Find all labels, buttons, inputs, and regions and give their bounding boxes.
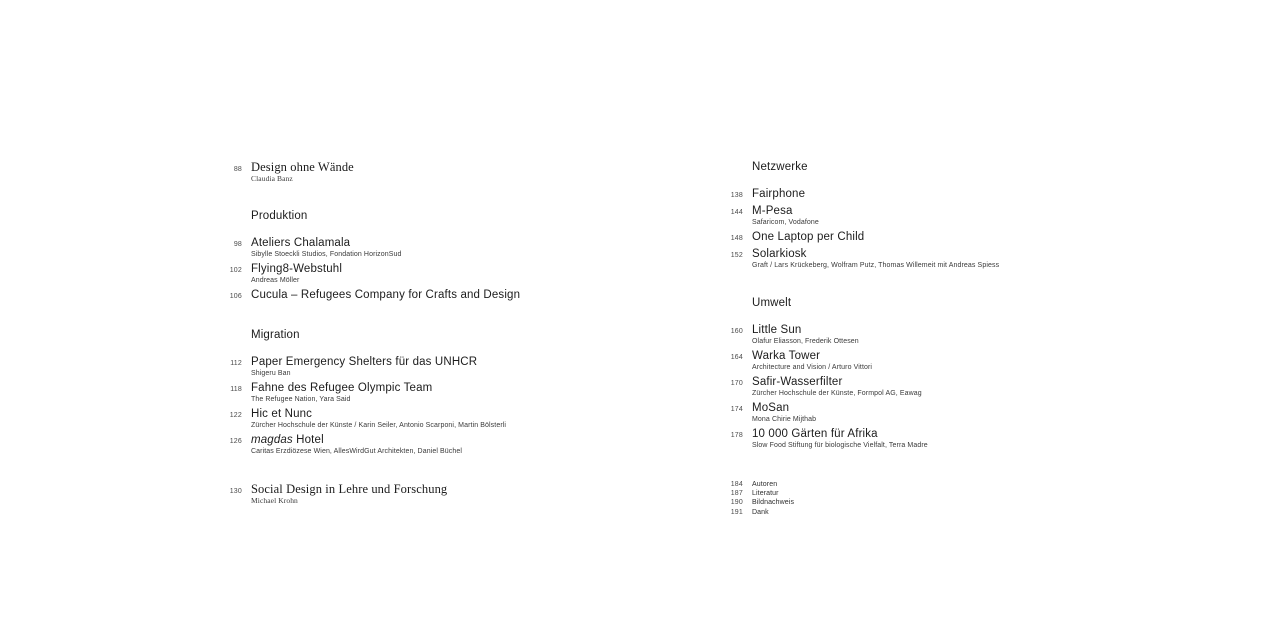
entry-title: Little Sun bbox=[752, 324, 802, 336]
entry-title: Solarkiosk bbox=[752, 248, 807, 260]
page-number: 187 bbox=[730, 490, 743, 498]
entry-title: Fairphone bbox=[752, 188, 806, 200]
page-number: 138 bbox=[730, 192, 743, 199]
toc-entry-mosan bbox=[730, 402, 1170, 424]
toc-entry-m-pesa bbox=[730, 205, 1170, 227]
toc-entry-warka-tower bbox=[730, 350, 1170, 372]
page-number: 191 bbox=[730, 508, 743, 516]
page-number: 148 bbox=[730, 235, 743, 242]
backmatter-row-literatur bbox=[730, 489, 1170, 498]
toc-entry-fairphone bbox=[730, 188, 1170, 201]
toc-entry-paper-emergency-shelters bbox=[229, 356, 669, 378]
entry-subtitle: Safaricom, Vodafone bbox=[752, 219, 819, 226]
entry-title bbox=[251, 434, 669, 447]
section-heading-produktion: Produktion bbox=[251, 210, 308, 222]
entry-subtitle: Zürcher Hochschule der Künste, Formpol AG, Eawag bbox=[752, 390, 922, 397]
entry-title: M-Pesa bbox=[752, 205, 793, 217]
page-number: 164 bbox=[730, 354, 743, 361]
toc-entry-solarkiosk bbox=[730, 248, 1170, 270]
backmatter-label: Literatur bbox=[752, 490, 779, 498]
page-number: 178 bbox=[730, 432, 743, 439]
entry-title-rest: Hotel bbox=[292, 434, 324, 446]
page-number: 130 bbox=[229, 488, 242, 495]
page-number: 190 bbox=[730, 499, 743, 507]
entry-subtitle: Olafur Eliasson, Frederik Ottesen bbox=[752, 338, 859, 345]
entry-title: Paper Emergency Shelters für das UNHCR bbox=[251, 356, 478, 368]
entry-title-italic: magdas bbox=[251, 434, 293, 446]
backmatter-row-dank bbox=[730, 508, 1170, 517]
toc-entry-fahne-refugee-olympic-team bbox=[229, 382, 669, 404]
backmatter-row-autoren bbox=[730, 480, 1170, 489]
entry-title: Flying8-Webstuhl bbox=[251, 263, 343, 275]
entry-title: Cucula – Refugees Company for Crafts and Design bbox=[251, 289, 521, 301]
toc-left-column bbox=[229, 161, 669, 509]
entry-title: Ateliers Chalamala bbox=[251, 237, 351, 249]
backmatter-label: Autoren bbox=[752, 481, 778, 488]
toc-entry-10000-gaerten-fuer-afrika bbox=[730, 428, 1170, 450]
page-number: 144 bbox=[730, 209, 743, 216]
toc-entry-social-design-lehre-forschung bbox=[229, 483, 669, 505]
entry-subtitle: Zürcher Hochschule der Künste / Karin Seiler, Antonio Scarponi, Martin Bölsterli bbox=[251, 422, 507, 429]
section-heading-netzwerke: Netzwerke bbox=[752, 161, 808, 173]
toc-right-column bbox=[730, 161, 1170, 517]
entry-title: Design ohne Wände bbox=[251, 160, 354, 174]
entry-subtitle: Slow Food Stiftung für biologische Vielfalt, Terra Madre bbox=[752, 442, 928, 449]
entry-title: Warka Tower bbox=[752, 350, 821, 362]
toc-entry-magdas-hotel bbox=[229, 434, 669, 456]
backmatter-list bbox=[730, 480, 1170, 517]
toc-entry-design-ohne-waende bbox=[229, 161, 669, 183]
toc-entry-cucula bbox=[229, 289, 669, 302]
page-number: 152 bbox=[730, 252, 743, 259]
entry-subtitle: Mona Chirie Mijthab bbox=[752, 416, 817, 423]
page-number: 170 bbox=[730, 380, 743, 387]
page-number: 126 bbox=[229, 438, 242, 445]
backmatter-label: Dank bbox=[752, 508, 769, 516]
page-number: 160 bbox=[730, 328, 743, 335]
page-number: 98 bbox=[233, 241, 242, 248]
page-number: 122 bbox=[229, 412, 242, 419]
entry-subtitle: Michael Krohn bbox=[251, 496, 298, 505]
entry-subtitle: Shigeru Ban bbox=[251, 370, 291, 377]
entry-title: MoSan bbox=[752, 402, 790, 414]
toc-entry-safir-wasserfilter bbox=[730, 376, 1170, 398]
backmatter-label: Bildnachweis bbox=[752, 499, 795, 507]
entry-title: Fahne des Refugee Olympic Team bbox=[251, 382, 433, 394]
toc-entry-little-sun bbox=[730, 324, 1170, 346]
page-number: 88 bbox=[233, 166, 242, 173]
toc-entry-one-laptop-per-child bbox=[730, 231, 1170, 244]
page-number: 102 bbox=[229, 267, 242, 274]
backmatter-row-bildnachweis bbox=[730, 498, 1170, 507]
entry-subtitle: Claudia Banz bbox=[251, 174, 293, 183]
section-heading-migration: Migration bbox=[251, 329, 300, 341]
toc-entry-hic-et-nunc bbox=[229, 408, 669, 430]
entry-subtitle: Andreas Möller bbox=[251, 277, 300, 284]
entry-title: One Laptop per Child bbox=[752, 231, 865, 243]
entry-title: Hic et Nunc bbox=[251, 408, 313, 420]
page-number: 112 bbox=[230, 360, 242, 367]
page-number: 106 bbox=[229, 293, 242, 300]
toc-entry-flying8-webstuhl bbox=[229, 263, 669, 285]
entry-title: Social Design in Lehre und Forschung bbox=[251, 482, 448, 496]
page-number: 174 bbox=[730, 406, 743, 413]
entry-subtitle: Sibylle Stoeckli Studios, Fondation HorizonSud bbox=[251, 251, 402, 258]
entry-subtitle: Architecture and Vision / Arturo Vittori bbox=[752, 364, 873, 371]
entry-subtitle: Graft / Lars Krückeberg, Wolfram Putz, Thomas Willemeit mit Andreas Spiess bbox=[752, 262, 1000, 269]
entry-title: 10 000 Gärten für Afrika bbox=[752, 428, 878, 440]
section-heading-umwelt: Umwelt bbox=[752, 297, 792, 309]
page-number: 184 bbox=[730, 481, 743, 488]
entry-subtitle: The Refugee Nation, Yara Said bbox=[251, 396, 351, 403]
page-number: 118 bbox=[230, 386, 242, 393]
entry-title: Safir-Wasserfilter bbox=[752, 376, 843, 388]
entry-subtitle: Caritas Erzdiözese Wien, AllesWirdGut Architekten, Daniel Büchel bbox=[251, 448, 463, 455]
toc-entry-ateliers-chalamala bbox=[229, 237, 669, 259]
